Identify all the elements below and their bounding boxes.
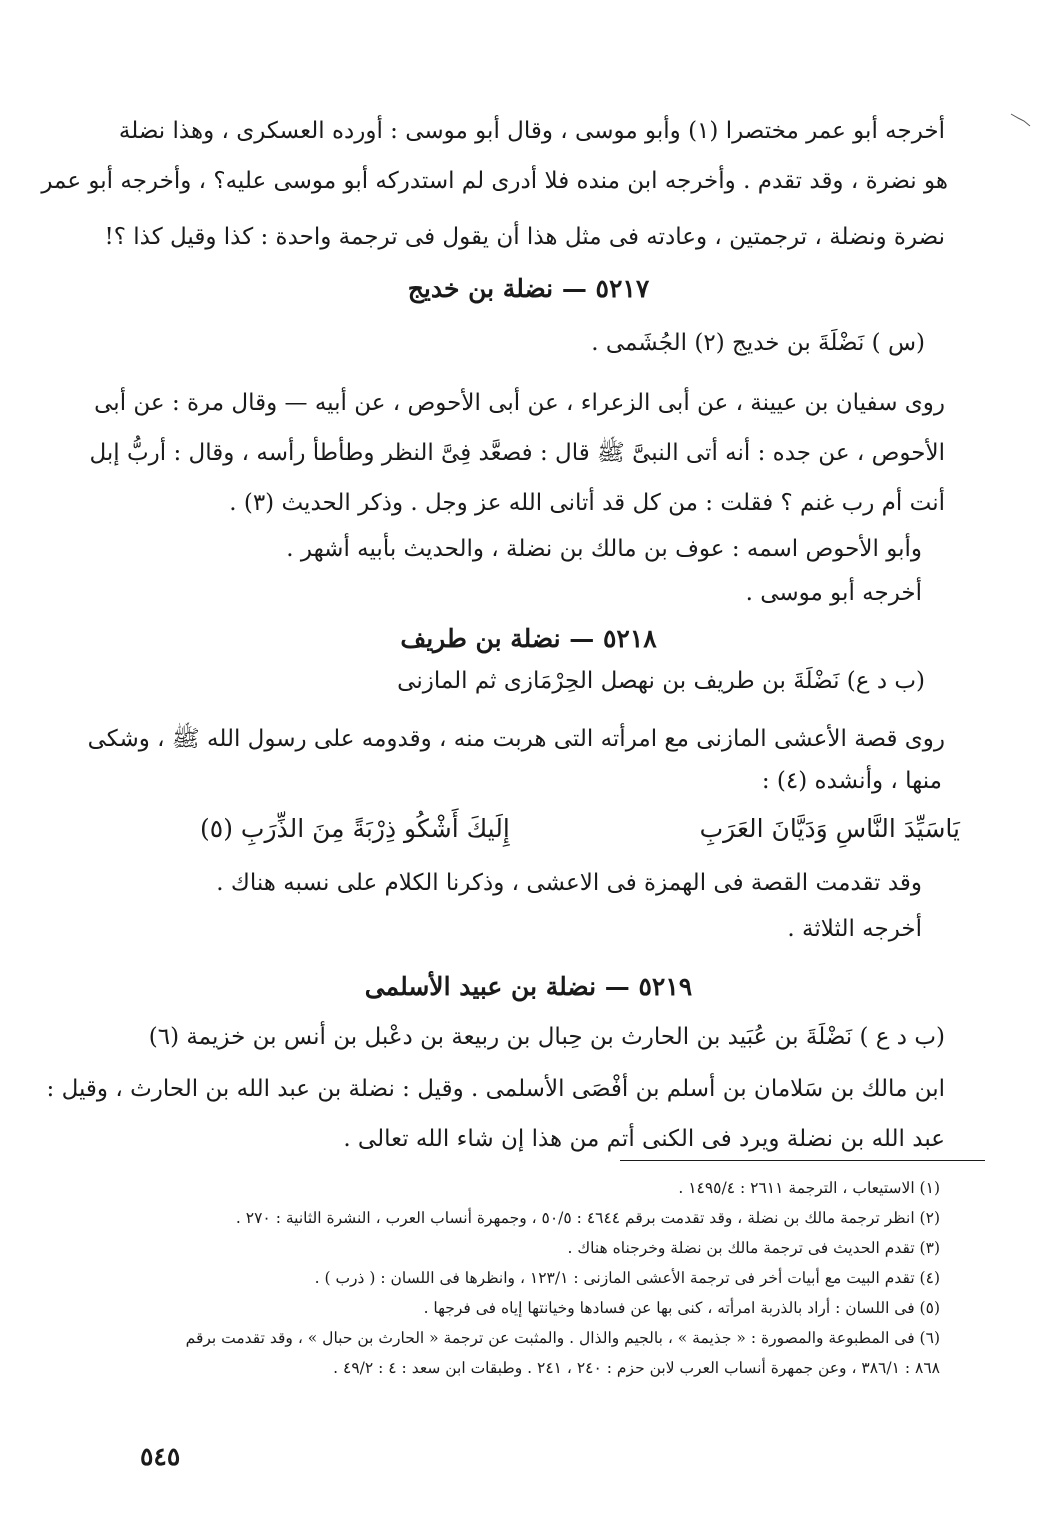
entry-5217-line-3: الأحوص ، عن جده : أنه أتى النبىَّ ﷺ قال : فصعَّد فِىَّ النظر وطأطأ رأسه ، وقال : أربُّ إبل: [89, 440, 945, 466]
entry-heading-5218: ٥٢١٨ — نضلة بن طريف: [400, 624, 657, 653]
entry-5218-line-4: وقد تقدمت القصة فى الهمزة فى الاعشى ، وذكرنا الكلام على نسبه هناك .: [216, 870, 922, 896]
entry-heading-5219: ٥٢١٩ — نضلة بن عبيد الأسلمى: [364, 972, 693, 1001]
footnote-6-continued: ٨٦٨ : ٣٨٦/١ ، وعن جمهرة أنساب العرب لابن حزم : ٢٤٠ ، ٢٤١ . وطبقات ابن سعد : ٤ : ٤٩/٢ .: [333, 1359, 940, 1377]
footnote-4: (٤) تقدم البيت مع أبيات أخر فى ترجمة الأعشى المازنى : ١٢٣/١ ، وانظرها فى اللسان : ( ذرب ) .: [314, 1269, 940, 1287]
entry-5218-line-2: روى قصة الأعشى المازنى مع امرأته التى هربت منه ، وقدومه على رسول الله ﷺ ، وشكى: [87, 726, 945, 752]
entry-5217-line-6: أخرجه أبو موسى .: [745, 580, 922, 606]
entry-5217-line-1: (س ) نَضْلَةَ بن خديج (٢) الجُشَمى .: [591, 330, 925, 356]
footnote-3: (٣) تقدم الحديث فى ترجمة مالك بن نضلة وخرجناه هناك .: [567, 1239, 940, 1257]
entry-5218-line-5: أخرجه الثلاثة .: [787, 916, 922, 942]
entry-5219-line-1: (ب د ع ) نَضْلَةَ بن عُبَيد بن الحارث بن حِبال بن ربيعة بن دعْبل بن أنس بن خزيمة (٦): [148, 1024, 945, 1050]
entry-5218-line-1: (ب د ع) نَضْلَةَ بن طريف بن نهصل الحِرْمَازى ثم المازنى: [397, 668, 925, 694]
intro-line-2: هو نضرة ، وقد تقدم . وأخرجه ابن منده فلا أدرى لم استدركه أبو موسى عليه؟ ، وأخرجه أبو عمر: [41, 168, 948, 194]
entry-5217-line-5: وأبو الأحوص اسمه : عوف بن مالك بن نضلة ، والحديث بأبيه أشهر .: [286, 536, 922, 562]
poem-hemistich-second: إِلَيكَ أَشْكُو ذِرْبَةً مِنَ الذِّرَبِ (٥): [200, 814, 510, 843]
footnote-1: (١) الاستيعاب ، الترجمة ٢٦١١ : ١٤٩٥/٤ .: [678, 1179, 940, 1197]
footnote-6: (٦) فى المطبوعة والمصورة : « جذيمة » ، بالجيم والذال . والمثبت عن ترجمة « الحارث بن حبال » ، وقد تقدمت برقم: [185, 1329, 940, 1347]
poem-verse: [200, 810, 960, 848]
entry-heading-5217: ٥٢١٧ — نضلة بن خديج: [407, 274, 650, 303]
footnote-5: (٥) فى اللسان : أراد بالذربة امرأته ، كنى بها عن فسادها وخيانتها إياه فى فرجها .: [423, 1299, 940, 1317]
entry-5219-line-2: ابن مالك بن سَلامان بن أسلم بن أفْصَى الأسلمى . وقيل : نضلة بن عبد الله بن الحارث ، وقيل :: [46, 1076, 945, 1102]
page-number: ٥٤٥: [140, 1442, 181, 1471]
entry-5217-line-2: روى سفيان بن عيينة ، عن أبى الزعراء ، عن أبى الأحوص ، عن أبيه — وقال مرة : عن أبى: [94, 390, 945, 416]
margin-scan-mark: [1010, 112, 1032, 128]
footnote-divider: [620, 1160, 985, 1161]
poem-hemistich-first: يَاسَيِّدَ النَّاسِ وَدَيَّانَ العَرَبِ: [699, 814, 960, 843]
footnote-2: (٢) انظر ترجمة مالك بن نضلة ، وقد تقدمت برقم ٤٦٤٤ : ٥٠/٥ ، وجمهرة أنساب العرب ، النشرة الثانية : ٢٧٠ .: [235, 1209, 940, 1227]
intro-line-1: أخرجه أبو عمر مختصرا (١) وأبو موسى ، وقال أبو موسى : أورده العسكرى ، وهذا نضلة: [118, 118, 945, 144]
entry-5219-line-3: عبد الله بن نضلة ويرد فى الكنى أتم من هذا إن شاء الله تعالى .: [343, 1126, 945, 1152]
entry-5217-line-4: أنت أم رب غنم ؟ فقلت : من كل قد أتانى الله عز وجل . وذكر الحديث (٣) .: [229, 490, 945, 516]
entry-5218-line-3: منها ، وأنشده (٤) :: [761, 768, 942, 794]
intro-line-3: نضرة ونضلة ، ترجمتين ، وعادته فى مثل هذا أن يقول فى ترجمة واحدة : كذا وقيل كذا ؟!: [104, 224, 945, 250]
